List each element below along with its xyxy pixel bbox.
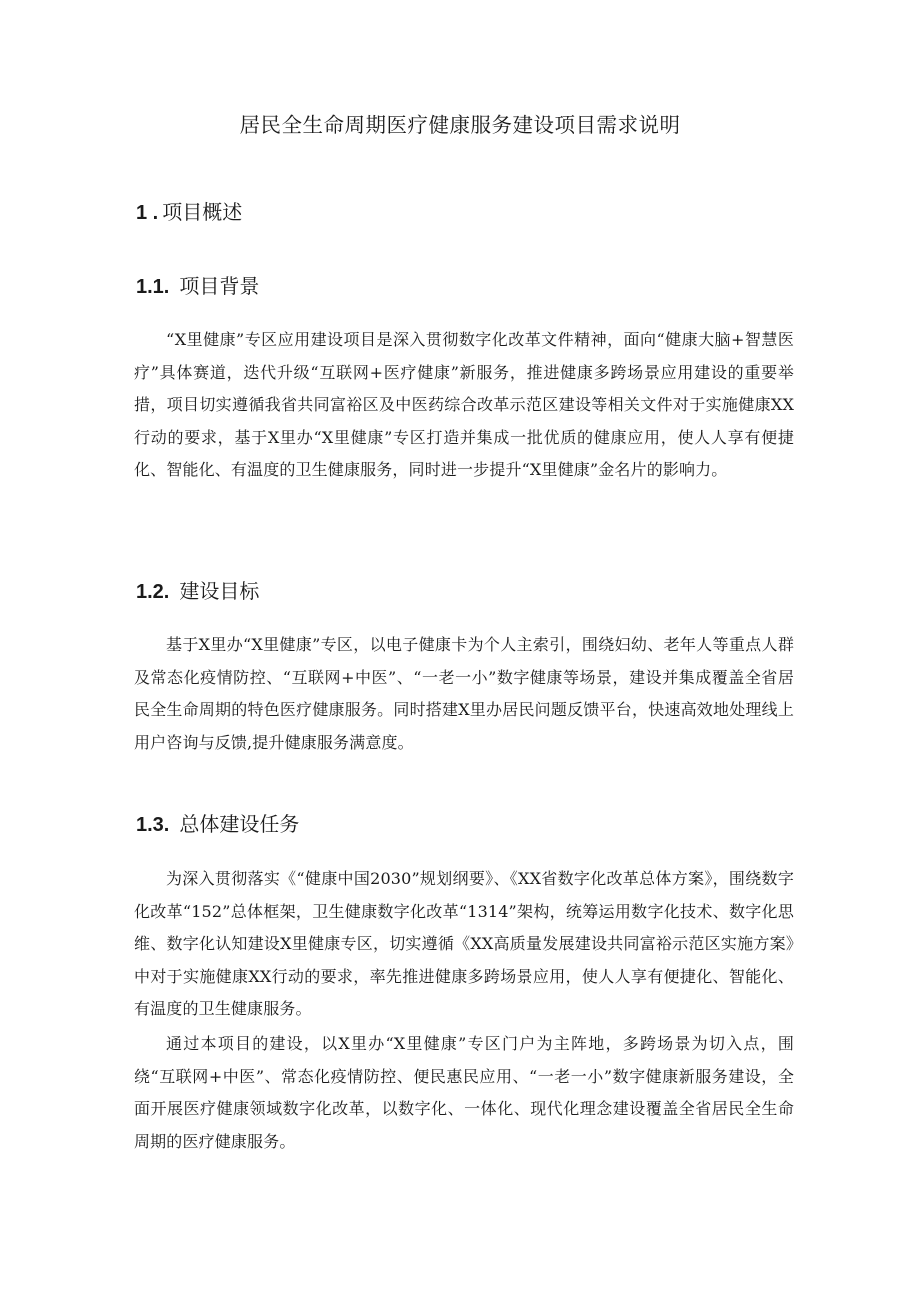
section-heading-1-2 [136, 575, 259, 604]
section-heading-1-1 [136, 270, 259, 299]
section-number: 1 . [136, 202, 159, 224]
section-heading-1 [136, 196, 242, 225]
document-title: 居民全生命周期医疗健康服务建设项目需求说明 [239, 113, 681, 137]
section-number: 1.1. [136, 276, 170, 298]
paragraph-background: “X里健康”专区应用建设项目是深入贯彻数字化改革文件精神，面向“健康大脑+智慧医疗”具体赛道，迭代升级“互联网+医疗健康”新服务，推进健康多跨场景应用建设的重要举措，项目切实遵循我省共同富裕区及中医药综合改革示范区建设等相关文件对于实施健康XX行动的要求，基于X里办“X里健康”专区打造并集成一批优质的健康应用，使人人享有便捷化、智能化、有温度的卫生健康服务，同时进一步提升“X里健康”金名片的影响力。 [134, 330, 794, 479]
section-heading-1-3 [136, 808, 299, 837]
paragraph-goals: 基于X里办“X里健康”专区，以电子健康卡为个人主索引，围绕妇幼、老年人等重点人群及常态化疫情防控、“互联网+中医”、“一老一小”数字健康等场景，建设并集成覆盖全省居民全生命周期的特色医疗健康服务。同时搭建X里办居民问题反馈平台，快速高效地处理线上用户咨询与反馈,提升健康服务满意度。 [134, 635, 794, 752]
paragraph-tasks-1: 为深入贯彻落实《“健康中国2030”规划纲要》、《XX省数字化改革总体方案》，围绕数字化改革“152”总体框架，卫生健康数字化改革“1314”架构，统筹运用数字化技术、数字化思维、数字化认知建设X里健康专区，切实遵循《XX高质量发展建设共同富裕示范区实施方案》中对于实施健康XX行动的要求，率先推进健康多跨场景应用，使人人享有便捷化、智能化、有温度的卫生健康服务。 [134, 869, 794, 1018]
section-number: 1.3. [136, 814, 170, 836]
section-number: 1.2. [136, 581, 170, 603]
paragraph-tasks-2: 通过本项目的建设，以X里办“X里健康”专区门户为主阵地，多跨场景为切入点，围绕“互联网+中医”、常态化疫情防控、便民惠民应用、“一老一小”数字健康新服务建设，全面开展医疗健康领域数字化改革，以数字化、一体化、现代化理念建设覆盖全省居民全生命周期的医疗健康服务。 [134, 1034, 794, 1151]
section-title: 总体建设任务 [179, 812, 300, 836]
section-title: 项目背景 [179, 274, 260, 298]
section-title: 项目概述 [162, 200, 243, 224]
section-title: 建设目标 [179, 579, 260, 603]
